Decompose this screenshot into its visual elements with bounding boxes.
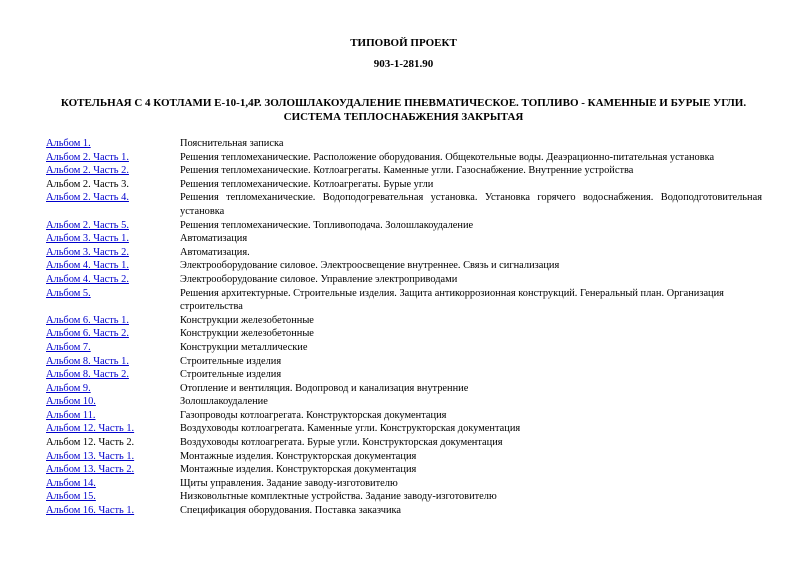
album-link[interactable]: Альбом 2. Часть 4. bbox=[46, 192, 129, 204]
album-link[interactable]: Альбом 9. bbox=[46, 382, 91, 394]
album-row bbox=[46, 191, 762, 218]
album-link[interactable]: Альбом 13. Часть 2. bbox=[46, 464, 135, 476]
project-code: 903-1-281.90 bbox=[373, 58, 434, 70]
album-row bbox=[46, 232, 762, 246]
album-description: Пояснительная записка bbox=[180, 138, 284, 149]
album-description: Решения тепломеханические. Расположение оборудования. Общекотельные воды. Деаэрационно-питательная установка bbox=[180, 151, 715, 163]
album-row bbox=[46, 355, 762, 369]
album-description: Монтажные изделия. Конструкторская документация bbox=[180, 464, 417, 476]
album-row bbox=[46, 137, 762, 151]
album-link[interactable]: Альбом 3. Часть 2. bbox=[46, 246, 129, 258]
album-description: Воздуховоды котлоагрегата. Каменные угли. Конструкторская документация bbox=[180, 423, 521, 435]
album-row bbox=[46, 259, 762, 273]
album-link[interactable]: Альбом 14. bbox=[46, 477, 96, 489]
album-row bbox=[46, 409, 762, 423]
album-link[interactable]: Альбом 2. Часть 1. bbox=[46, 151, 129, 163]
album-row bbox=[46, 341, 762, 355]
album-description: Решения тепломеханические. Водоподогревательная установка. Установка горячего водоснабжения. Водоподготовительная установка bbox=[180, 192, 762, 217]
album-description: Монтажные изделия. Конструкторская документация bbox=[180, 450, 417, 462]
project-description-line-2: СИСТЕМА ТЕПЛОСНАБЖЕНИЯ ЗАКРЫТАЯ bbox=[283, 111, 524, 123]
album-link[interactable]: Альбом 3. Часть 1. bbox=[46, 233, 129, 245]
album-description: Конструкции железобетонные bbox=[180, 328, 314, 340]
album-description: Спецификация оборудования. Поставка заказчика bbox=[180, 505, 402, 517]
album-description: Строительные изделия bbox=[180, 369, 282, 381]
album-link[interactable]: Альбом 7. bbox=[46, 341, 91, 353]
album-row bbox=[46, 382, 762, 396]
album-row bbox=[46, 450, 762, 464]
album-row bbox=[46, 246, 762, 260]
album-link[interactable]: Альбом 6. Часть 1. bbox=[46, 314, 129, 326]
album-description: Решения тепломеханические. Котлоагрегаты. Каменные угли. Газоснабжение. Внутренние устройства bbox=[180, 165, 634, 177]
album-row bbox=[46, 368, 762, 382]
album-row bbox=[46, 151, 762, 165]
album-link[interactable]: Альбом 4. Часть 1. bbox=[46, 260, 129, 272]
album-link[interactable]: Альбом 13. Часть 1. bbox=[46, 450, 135, 462]
album-list bbox=[46, 137, 762, 518]
album-row bbox=[46, 477, 762, 491]
document-title: ТИПОВОЙ ПРОЕКТ bbox=[350, 37, 457, 49]
album-row bbox=[46, 273, 762, 287]
album-link[interactable]: Альбом 15. bbox=[46, 491, 96, 503]
album-link[interactable]: Альбом 8. Часть 1. bbox=[46, 355, 129, 367]
album-link[interactable]: Альбом 10. bbox=[46, 396, 96, 408]
album-description: Электрооборудование силовое. Электроосвещение внутреннее. Связь и сигнализация bbox=[180, 260, 560, 272]
album-row bbox=[46, 422, 762, 436]
album-link[interactable]: Альбом 1. bbox=[46, 138, 91, 149]
album-description: Конструкции железобетонные bbox=[180, 314, 314, 326]
album-link[interactable]: Альбом 6. Часть 2. bbox=[46, 328, 129, 340]
album-link[interactable]: Альбом 2. Часть 2. bbox=[46, 165, 129, 177]
album-label: Альбом 2. Часть 3. bbox=[46, 178, 129, 190]
album-description: Низковольтные комплектные устройства. Задание заводу-изготовителю bbox=[180, 491, 497, 503]
album-row bbox=[46, 178, 762, 192]
album-link[interactable]: Альбом 5. bbox=[46, 287, 91, 299]
project-description-line-1: КОТЕЛЬНАЯ С 4 КОТЛАМИ Е-10-1,4Р. ЗОЛОШЛАКОУДАЛЕНИЕ ПНЕВМАТИЧЕСКОЕ. ТОПЛИВО - КАМЕННЫЕ И БУРЫЕ УГЛИ. bbox=[60, 97, 747, 109]
album-link[interactable]: Альбом 8. Часть 2. bbox=[46, 369, 129, 381]
album-link[interactable]: Альбом 12. Часть 1. bbox=[46, 423, 135, 435]
album-row bbox=[46, 436, 762, 450]
album-row bbox=[46, 463, 762, 477]
album-row bbox=[46, 327, 762, 341]
album-row bbox=[46, 490, 762, 504]
album-row bbox=[46, 395, 762, 409]
album-description: Автоматизация. bbox=[180, 246, 250, 258]
album-description: Строительные изделия bbox=[180, 355, 282, 367]
album-description: Газопроводы котлоагрегата. Конструкторская документация bbox=[180, 409, 447, 421]
album-description: Воздуховоды котлоагрегата. Бурые угли. Конструкторская документация bbox=[180, 437, 503, 449]
album-label: Альбом 12. Часть 2. bbox=[46, 437, 135, 449]
album-row bbox=[46, 314, 762, 328]
album-description: Золошлакоудаление bbox=[180, 396, 268, 408]
album-link[interactable]: Альбом 16. Часть 1. bbox=[46, 505, 135, 517]
album-row bbox=[46, 504, 762, 518]
album-link[interactable]: Альбом 4. Часть 2. bbox=[46, 273, 129, 285]
album-row bbox=[46, 287, 762, 314]
album-link[interactable]: Альбом 2. Часть 5. bbox=[46, 219, 129, 231]
album-description: Решения архитектурные. Строительные изделия. Защита антикоррозионная конструкций. Генеральный план. Организация строительства bbox=[180, 287, 724, 313]
album-description: Конструкции металлические bbox=[180, 341, 308, 353]
album-link[interactable]: Альбом 11. bbox=[46, 409, 96, 421]
album-description: Щиты управления. Задание заводу-изготовителю bbox=[180, 477, 398, 489]
album-description: Решения тепломеханические. Котлоагрегаты. Бурые угли bbox=[180, 178, 434, 190]
album-row bbox=[46, 219, 762, 233]
album-description: Электрооборудование силовое. Управление электроприводами bbox=[180, 273, 458, 285]
album-description: Автоматизация bbox=[180, 233, 248, 245]
album-row bbox=[46, 164, 762, 178]
album-description: Решения тепломеханические. Топливоподача. Золошлакоудаление bbox=[180, 219, 474, 231]
album-description: Отопление и вентиляция. Водопровод и канализация внутренние bbox=[180, 382, 469, 394]
